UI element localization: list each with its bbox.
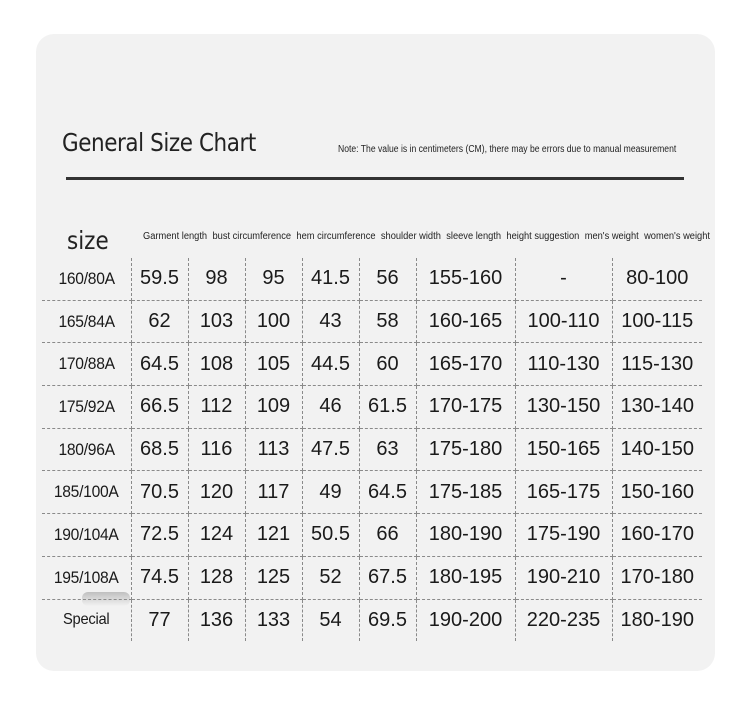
size-cell	[42, 300, 131, 343]
table-cell: 170-175	[416, 386, 515, 429]
table-cell: 112	[188, 386, 245, 429]
table-cell: 113	[245, 428, 302, 471]
table-cell: 170-180	[612, 556, 702, 599]
size-value: Special	[63, 611, 110, 629]
chart-title: General Size Chart	[62, 128, 256, 157]
table-cell: 100-115	[612, 300, 702, 343]
table-cell: 66.5	[131, 386, 188, 429]
table-cell: 47.5	[302, 428, 359, 471]
size-value: 170/88A	[58, 354, 115, 374]
table-cell: 63	[359, 428, 416, 471]
table-cell: 95	[245, 258, 302, 300]
table-cell: 49	[302, 471, 359, 514]
table-cell: 180-190	[620, 608, 694, 631]
size-table	[42, 258, 702, 641]
column-header: men's weight	[584, 231, 639, 242]
table-cell: 180-195	[416, 556, 515, 599]
table-cell: 108	[188, 343, 245, 386]
table-cell: 220-235	[515, 599, 612, 641]
table-cell: 58	[359, 300, 416, 343]
column-header: height suggestion	[506, 231, 580, 242]
size-cell	[42, 343, 131, 386]
title-divider	[66, 177, 684, 180]
table-cell: 130-150	[515, 386, 612, 429]
table-cell: 67.5	[359, 556, 416, 599]
table-cell: 66	[359, 514, 416, 557]
table-cell: 60	[359, 343, 416, 386]
table-cell: 160-165	[416, 300, 515, 343]
table-cell: 69.5	[359, 599, 416, 641]
size-cell	[42, 428, 131, 471]
size-table-body	[42, 258, 702, 641]
column-header: Garment length	[143, 231, 208, 242]
table-cell: 72.5	[131, 514, 188, 557]
table-cell: 44.5	[302, 343, 359, 386]
table-cell: 43	[302, 300, 359, 343]
size-value: 160/80A	[58, 268, 115, 288]
table-row	[42, 386, 702, 429]
table-row	[42, 428, 702, 471]
table-cell: 77	[131, 599, 188, 641]
size-column-label: size	[67, 226, 109, 255]
column-header: bust circumference	[212, 231, 292, 242]
table-cell: 68.5	[131, 428, 188, 471]
table-cell: 120	[188, 471, 245, 514]
table-cell: 61.5	[359, 386, 416, 429]
table-cell: 121	[245, 514, 302, 557]
table-cell: 140-150	[612, 428, 702, 471]
table-cell: 54	[302, 599, 359, 641]
table-cell: 109	[245, 386, 302, 429]
table-cell: 64.5	[131, 343, 188, 386]
table-cell: 165-170	[416, 343, 515, 386]
size-cell	[42, 514, 131, 557]
table-cell: 190-210	[515, 556, 612, 599]
table-cell: 74.5	[131, 556, 188, 599]
column-header: shoulder width	[380, 231, 441, 242]
table-cell: 105	[245, 343, 302, 386]
table-cell: 160-170	[612, 514, 702, 557]
table-cell: 103	[188, 300, 245, 343]
table-row	[42, 514, 702, 557]
size-value: 180/96A	[58, 439, 115, 459]
size-cell	[42, 599, 131, 641]
measurement-note: Note: The value is in centimeters (CM), there may be errors due to manual measurement	[338, 144, 677, 155]
table-row	[42, 556, 702, 599]
table-cell: 115-130	[612, 343, 702, 386]
column-headers	[143, 231, 713, 242]
size-value: 195/108A	[53, 567, 119, 587]
table-row	[42, 471, 702, 514]
table-cell: 124	[188, 514, 245, 557]
column-header: women's weight	[644, 231, 710, 242]
table-cell: 100	[245, 300, 302, 343]
table-cell: 70.5	[131, 471, 188, 514]
table-cell: 59.5	[131, 258, 188, 300]
table-cell: 41.5	[302, 258, 359, 300]
table-cell: 62	[131, 300, 188, 343]
table-row	[42, 599, 702, 641]
table-cell: 116	[188, 428, 245, 471]
size-cell	[42, 258, 131, 300]
table-cell: 128	[188, 556, 245, 599]
table-cell: 64.5	[359, 471, 416, 514]
table-cell: 117	[245, 471, 302, 514]
table-cell: 175-190	[515, 514, 612, 557]
table-cell: 150-165	[515, 428, 612, 471]
size-cell	[42, 386, 131, 429]
table-row	[42, 258, 702, 300]
table-cell: 155-160	[416, 258, 515, 300]
table-cell: 136	[188, 599, 245, 641]
size-value: 175/92A	[58, 396, 115, 416]
table-cell: 80-100	[612, 258, 702, 300]
size-value: 185/100A	[53, 482, 119, 502]
table-cell: 133	[245, 599, 302, 641]
table-cell: 150-160	[612, 471, 702, 514]
table-row	[42, 343, 702, 386]
table-cell: 175-180	[416, 428, 515, 471]
table-cell: 56	[359, 258, 416, 300]
table-cell: 50.5	[302, 514, 359, 557]
size-value: 190/104A	[53, 524, 119, 544]
column-header: hem circumference	[296, 231, 376, 242]
table-cell: -	[515, 258, 612, 300]
table-cell: 180-190	[416, 514, 515, 557]
table-cell: 175-185	[416, 471, 515, 514]
table-row	[42, 300, 702, 343]
table-cell: 190-200	[416, 599, 515, 641]
size-cell	[42, 471, 131, 514]
table-cell: 165-175	[515, 471, 612, 514]
column-header: sleeve length	[446, 231, 502, 242]
table-cell: 125	[245, 556, 302, 599]
table-cell: 52	[302, 556, 359, 599]
table-cell: 130-140	[612, 386, 702, 429]
table-cell: 46	[302, 386, 359, 429]
table-cell: 98	[188, 258, 245, 300]
table-cell: 110-130	[515, 343, 612, 386]
size-value: 165/84A	[58, 311, 115, 331]
table-cell: 100-110	[515, 300, 612, 343]
size-cell	[42, 556, 131, 599]
